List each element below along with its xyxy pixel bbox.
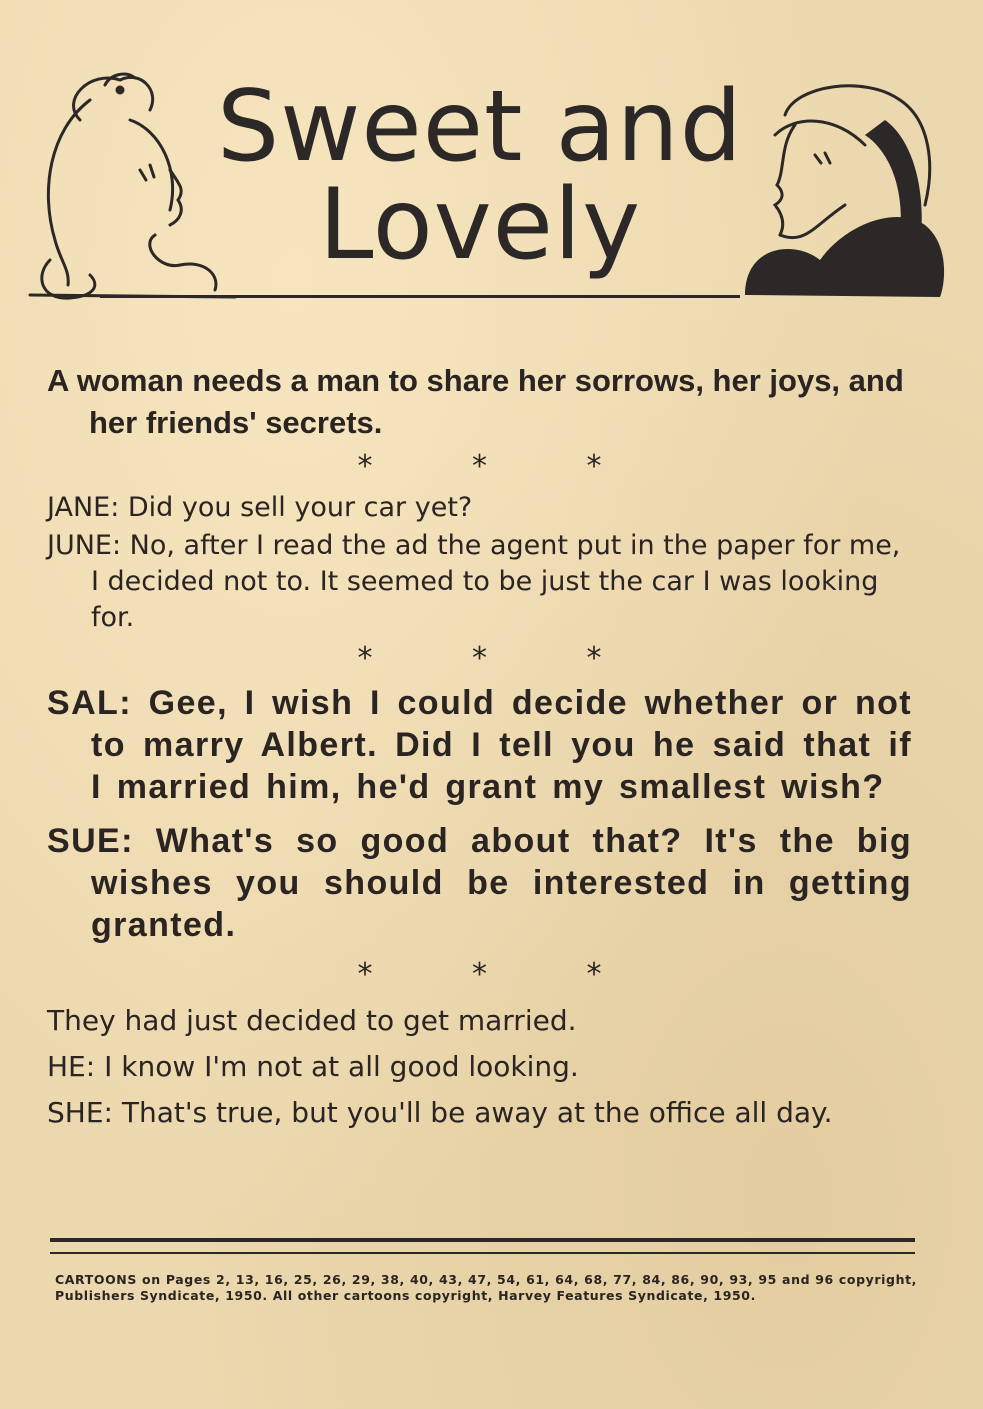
- header-underline: [100, 295, 740, 298]
- joke-sal-line: SAL: Gee, I wish I could decide whether or not to marry Albert. Did I tell you he said that if I married him, he'd grant my smallest wish?: [47, 684, 912, 806]
- copyright-footer: CARTOONS on Pages 2, 13, 16, 25, 26, 29, 38, 40, 43, 47, 54, 61, 64, 68, 77, 84, 86, 90, 93, 95 and 96 copyright, Publishers Syndicate, 1950. All other cartoons copyright, Harvey Features Syndicate, 1950.: [55, 1272, 917, 1303]
- footer-divider: [50, 1238, 915, 1254]
- joke-she-line: SHE: That's true, but you'll be away at the office all day.: [47, 1096, 833, 1129]
- title-line-2: Lovely: [318, 168, 642, 282]
- separator-stars: * * *: [357, 957, 602, 992]
- joke-jane-line: JANE: Did you sell your car yet?: [47, 492, 473, 523]
- joke-intro-line: They had just decided to get married.: [47, 1004, 577, 1037]
- lead-joke: A woman needs a man to share her sorrows, her joys, and her friends' secrets.: [47, 363, 904, 440]
- separator-stars: * * *: [357, 449, 602, 484]
- header: [0, 0, 983, 310]
- page-title: [200, 70, 760, 282]
- joke-he-line: HE: I know I'm not at all good looking.: [47, 1050, 579, 1083]
- joke-sue-line: SUE: What's so good about that? It's the big wishes you should be interested in getting granted.: [47, 822, 912, 944]
- joke-june-line: JUNE: No, after I read the ad the agent put in the paper for me, I decided not to. It seemed to be just the car I was looking for.: [47, 530, 901, 633]
- title-line-1: Sweet and: [217, 70, 743, 184]
- cartoon-woman-profile-illustration: [725, 75, 955, 305]
- separator-stars: * * *: [357, 641, 602, 676]
- jokes-content: [47, 360, 912, 1136]
